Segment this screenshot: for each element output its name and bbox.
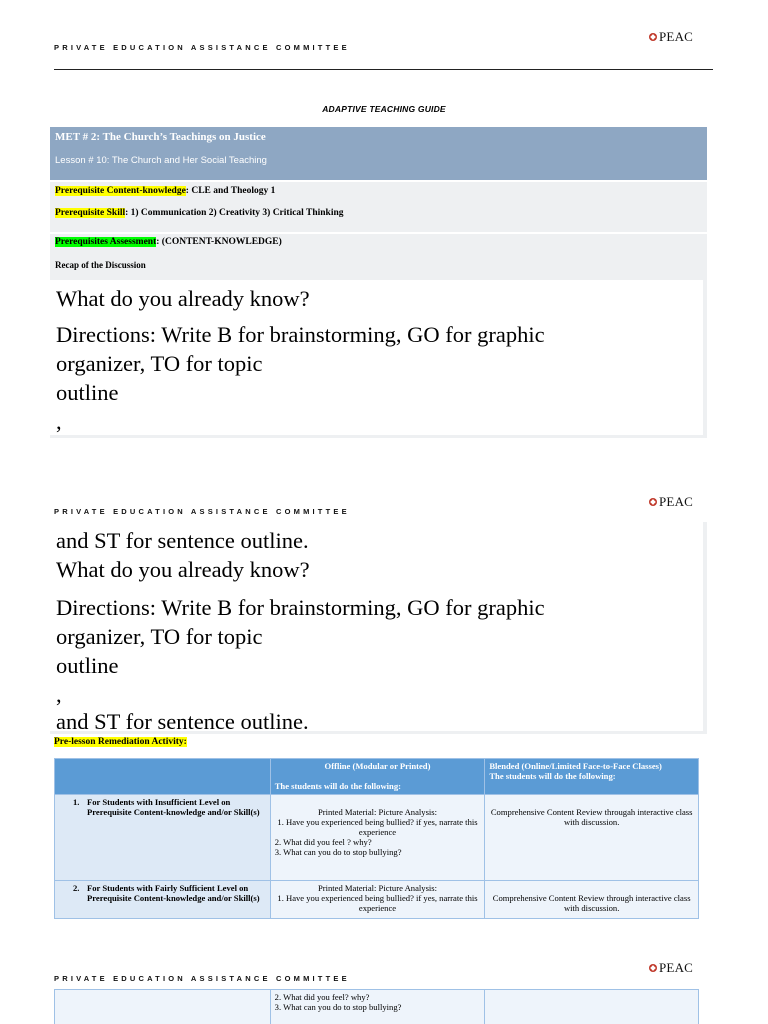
offline-line: 3. What can you do to stop bullying? — [274, 847, 402, 857]
offline-line: Printed Material: Picture Analysis: — [317, 807, 438, 817]
assessment-continued-section — [50, 522, 707, 734]
assessment-line: What do you already know? — [56, 557, 310, 582]
offline-line: 1. Have you experienced being bullied? if yes, narrate this experience — [277, 817, 478, 837]
peac-logo-text: PEAC — [659, 29, 694, 44]
remediation-table-continued — [54, 989, 699, 1024]
row-blended: Comprehensive Content Review through interactive class with discussion. — [485, 881, 699, 919]
row-label — [55, 990, 271, 1024]
prereq-skill-label: Prerequisite Skill — [55, 208, 126, 218]
assessment-line: What do you already know? — [56, 286, 310, 311]
peac-logo — [649, 494, 693, 510]
remediation-table — [54, 758, 699, 919]
offline-line: 1. Have you experienced being bullied? if yes, narrate this experience — [277, 893, 478, 913]
header-org-name: PRIVATE EDUCATION ASSISTANCE COMMITTEE — [54, 507, 350, 516]
met-band — [50, 127, 707, 180]
peac-logo-icon — [649, 498, 657, 506]
met-title: MET # 2: The Church’s Teachings on Justice — [55, 131, 266, 143]
prereq-assessment-value: : (CONTENT-KNOWLEDGE) — [156, 237, 282, 247]
row-label: 1. For Students with Insufficient Level on Prerequisite Content-knowledge and/or Skill(s) — [55, 795, 271, 881]
prereq-assessment-label: Prerequisites Assessment — [55, 237, 157, 247]
table-header-row — [55, 759, 699, 795]
peac-logo — [649, 960, 693, 976]
assessment-section — [50, 234, 707, 438]
prereq-content-label: Prerequisite Content-knowledge — [55, 186, 186, 196]
row-label: 2. For Students with Fairly Sufficient Level on Prerequisite Content-knowledge and/or Skill(s) — [55, 881, 271, 919]
assessment-text-box — [50, 280, 703, 435]
header-org-name: PRIVATE EDUCATION ASSISTANCE COMMITTEE — [54, 974, 350, 983]
pre-lesson-label: Pre-lesson Remediation Activity: — [54, 737, 187, 747]
prerequisites-section — [50, 182, 707, 232]
header-offline-sub: The students will do the following: — [274, 781, 401, 791]
header-blended-title: Blended (Online/Limited Face-to-Face Classes) — [489, 761, 662, 771]
assessment-line: Directions: Write B for brainstorming, GO for graphic — [56, 322, 545, 347]
table-header-offline — [270, 759, 485, 795]
peac-logo-text: PEAC — [659, 494, 694, 509]
table-row — [55, 881, 699, 919]
header-divider — [54, 69, 713, 70]
lesson-title: Lesson # 10: The Church and Her Social Teaching — [55, 155, 267, 166]
assessment-continued-box — [50, 522, 703, 734]
assessment-line: Directions: Write B for brainstorming, GO for graphic — [56, 595, 545, 620]
offline-line: 2. What did you feel ? why? — [274, 837, 372, 847]
peac-logo-icon — [649, 964, 657, 972]
assessment-line: outline — [56, 653, 119, 678]
row-offline — [270, 795, 485, 881]
offline-line: 2. What did you feel? why? — [274, 992, 370, 1002]
row-blended — [485, 990, 699, 1024]
table-header-blended — [485, 759, 699, 795]
assessment-line: and ST for sentence outline. — [56, 709, 309, 734]
peac-logo-icon — [649, 33, 657, 41]
peac-logo — [649, 29, 693, 45]
assessment-line: , — [56, 682, 62, 707]
row-offline — [270, 990, 485, 1024]
prereq-assessment-line — [55, 237, 282, 247]
prereq-skill-line — [55, 208, 344, 218]
row-offline — [270, 881, 485, 919]
header-blended-sub: The students will do the following: — [489, 771, 616, 781]
table-row — [55, 990, 699, 1024]
peac-logo-text: PEAC — [659, 960, 694, 975]
offline-line: Printed Material: Picture Analysis: — [317, 883, 438, 893]
guide-title: ADAPTIVE TEACHING GUIDE — [322, 104, 446, 114]
assessment-line: outline — [56, 380, 119, 405]
row-blended: Comprehensive Content Review througah interactive class with discussion. — [485, 795, 699, 881]
table-row — [55, 795, 699, 881]
recap-line: Recap of the Discussion — [55, 260, 146, 270]
assessment-line: organizer, TO for topic — [56, 351, 263, 376]
table-header-blank — [55, 759, 271, 795]
assessment-line: , — [56, 409, 62, 434]
offline-line: 3. What can you do to stop bullying? — [274, 1002, 402, 1012]
prereq-content-line — [55, 186, 275, 196]
assessment-line: and ST for sentence outline. — [56, 528, 309, 553]
assessment-line: organizer, TO for topic — [56, 624, 263, 649]
prereq-content-value: : CLE and Theology 1 — [185, 186, 276, 196]
header-offline-title: Offline (Modular or Printed) — [324, 761, 431, 771]
header-org-name: PRIVATE EDUCATION ASSISTANCE COMMITTEE — [54, 43, 350, 52]
prereq-skill-value: : 1) Communication 2) Creativity 3) Critical Thinking — [125, 208, 344, 218]
